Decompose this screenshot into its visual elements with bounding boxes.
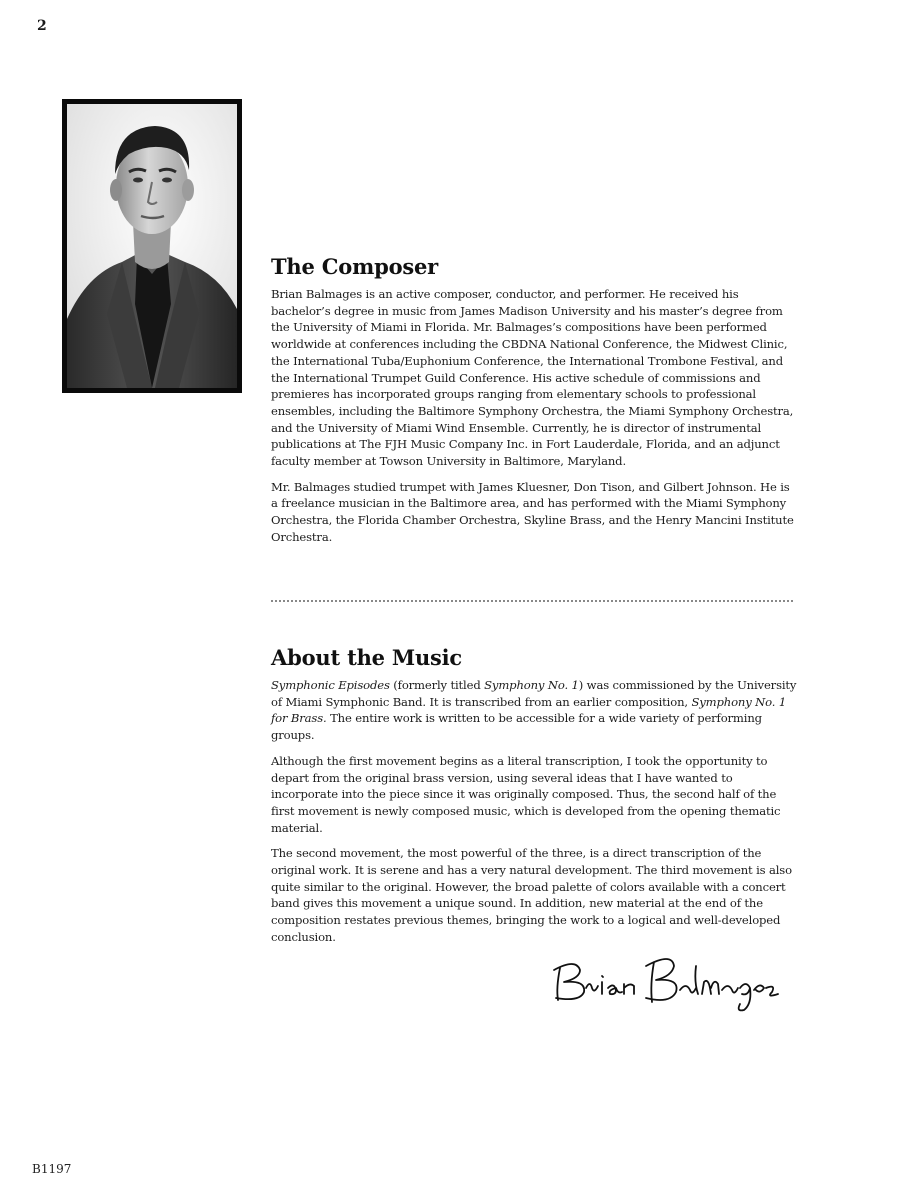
work-title: Symphonic Episodes <box>271 678 390 692</box>
music-movement-one-paragraph: Although the first movement begins as a literal transcription, I took the opportunity to depart from the original brass version, using several ideas that I have wanted to incorporate into the piece since it was originally composed. Thus, the second half of the first movement is newly composed music, which is developed from the opening thematic material. <box>271 753 781 835</box>
music-section <box>271 645 797 955</box>
catalog-number: B1197 <box>32 1162 72 1176</box>
intro-text-a: (formerly titled <box>389 678 485 692</box>
composer-section <box>271 254 797 555</box>
composer-photo <box>62 99 242 393</box>
intro-text-c: The entire work is written to be accessible for a wide variety of performing groups. <box>271 711 762 743</box>
page-number: 2 <box>37 18 47 34</box>
signature <box>546 948 786 1018</box>
composer-heading: The Composer <box>271 254 439 279</box>
section-divider <box>271 600 793 602</box>
portrait-image <box>67 104 237 388</box>
music-movements-paragraph: The second movement, the most powerful of the three, is a direct transcription of the original work. It is serene and has a very natural development. The third movement is also quite similar to the original. However, the broad palette of colors available with a concert band gives this movement a unique sound. In addition, new material at the end of the composition restates previous themes, bringing the work to a logical and well-developed conclusion. <box>271 846 792 944</box>
music-heading: About the Music <box>271 645 463 670</box>
music-intro-paragraph <box>271 677 797 744</box>
former-title: Symphony No. 1 <box>484 678 579 692</box>
intro-text-b: ) was commissioned by the University of Miami Symphonic Band. It is transcribed from an earlier composition, <box>271 678 797 709</box>
composer-training-paragraph: Mr. Balmages studied trumpet with James Kluesner, Don Tison, and Gilbert Johnson. He is a freelance musician in the Baltimore area, and has performed with the Miami Symphony Orchestra, the Florida Chamber Orchestra, Skyline Brass, and the Henry Mancini Institute Orchestra. <box>271 479 794 544</box>
composer-bio-paragraph: Brian Balmages is an active composer, conductor, and performer. He received his bachelor’s degree in music from James Madison University and his master’s degree from the University of Miami in Florida. Mr. Balmages’s compositions have been performed worldwide at conferences including the CBDNA National Conference, the Midwest Clinic, the International Tuba/Euphonium Conference, the International Trombone Festival, and the International Trumpet Guild Conference. His active schedule of commissions and premieres has incorporated groups ranging from elementary schools to professional ensembles, including the Baltimore Symphony Orchestra, the Miami Symphony Orchestra, and the University of Miami Wind Ensemble. Currently, he is director of instrumental publications at The FJH Music Company Inc. in Fort Lauderdale, Florida, and an adjunct faculty member at Towson University in Baltimore, Maryland. <box>271 287 794 469</box>
earlier-title: Symphony No. 1 for Brass. <box>271 694 787 726</box>
